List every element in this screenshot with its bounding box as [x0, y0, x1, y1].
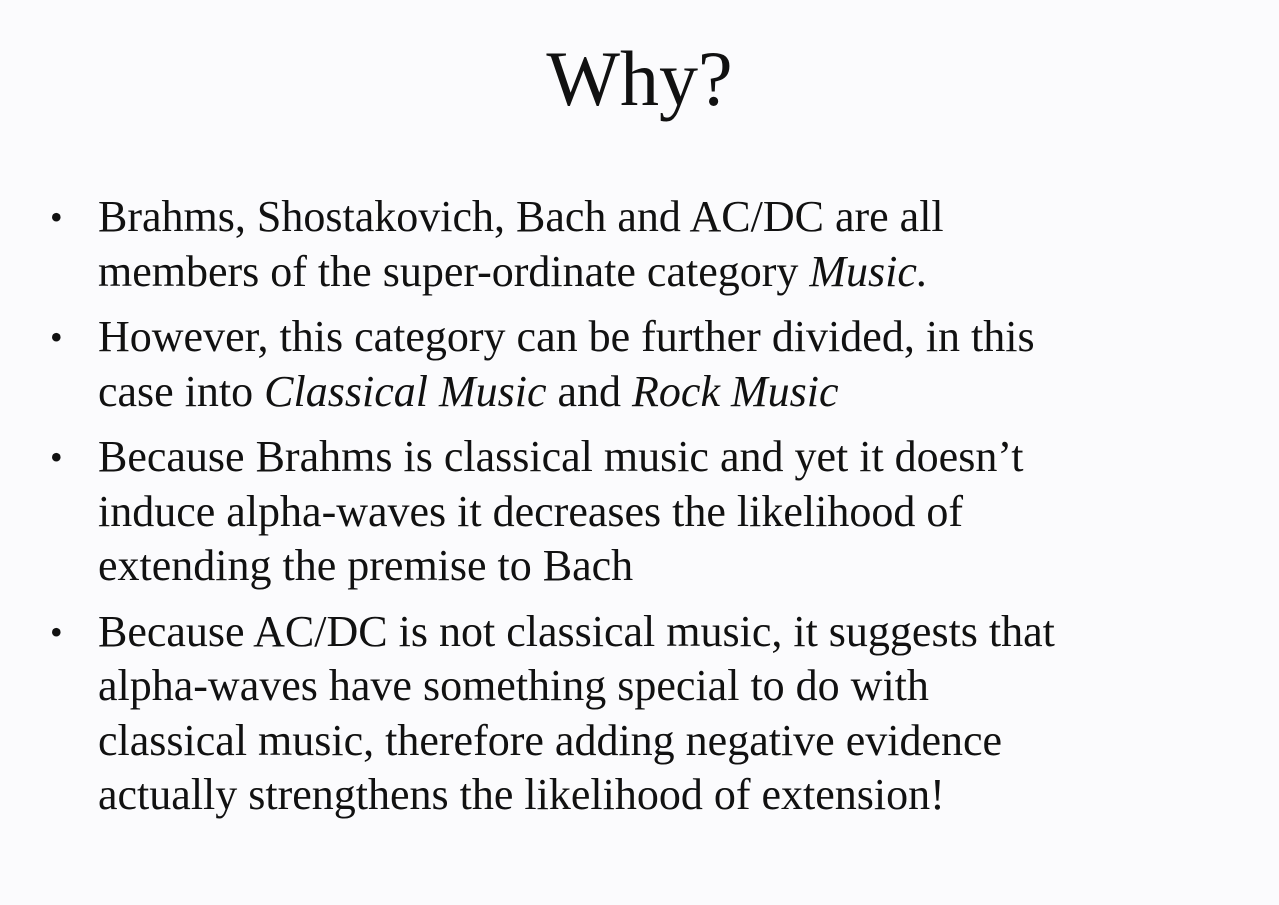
bullet-icon: •	[50, 197, 63, 237]
bullet-line	[98, 365, 1219, 420]
bullet-line	[98, 190, 1219, 245]
bullet-item-4	[0, 605, 1279, 823]
bullet-icon: •	[50, 611, 63, 652]
bullet-icon: •	[50, 317, 63, 357]
bullet-line	[98, 430, 1219, 485]
bullet-line	[98, 485, 1219, 540]
emphasis-text: Classical Music	[264, 366, 547, 416]
slide-title: Why?	[546, 35, 733, 122]
text-run: induce alpha-waves it decreases the likelihood of	[98, 486, 964, 536]
text-run: members of the super-ordinate category	[98, 246, 810, 296]
text-run: alpha-waves have something special to do with	[98, 661, 929, 710]
emphasis-text: Music.	[809, 246, 928, 296]
text-run: Because Brahms is classical music and yet it doesn’t	[98, 432, 1024, 481]
emphasis-text: Rock Music	[632, 366, 839, 416]
text-run: case into	[98, 366, 265, 416]
bullet-line	[98, 605, 1219, 660]
text-run: actually strengthens the likelihood of extension!	[98, 770, 945, 819]
text-run: Because AC/DC is not classical music, it suggests that	[98, 606, 1055, 656]
bullet-item-3	[0, 430, 1279, 594]
bullet-line	[98, 310, 1219, 365]
text-run: extending the premise to Bach	[98, 541, 634, 590]
text-run: Brahms, Shostakovich, Bach and AC/DC are all	[98, 192, 944, 241]
bullet-icon: •	[50, 437, 63, 477]
bullet-item-2	[0, 310, 1279, 419]
bullet-line	[98, 245, 1219, 300]
bullet-item-1	[0, 190, 1279, 299]
bullet-list	[0, 190, 1279, 834]
text-run: However, this category can be further divided, in this	[98, 312, 1035, 361]
text-run: and	[546, 366, 633, 416]
bullet-line	[98, 714, 1219, 769]
bullet-line	[98, 539, 1219, 594]
text-run: classical music, therefore adding negative evidence	[98, 715, 1003, 765]
bullet-line	[98, 768, 1219, 823]
bullet-line	[98, 659, 1219, 714]
